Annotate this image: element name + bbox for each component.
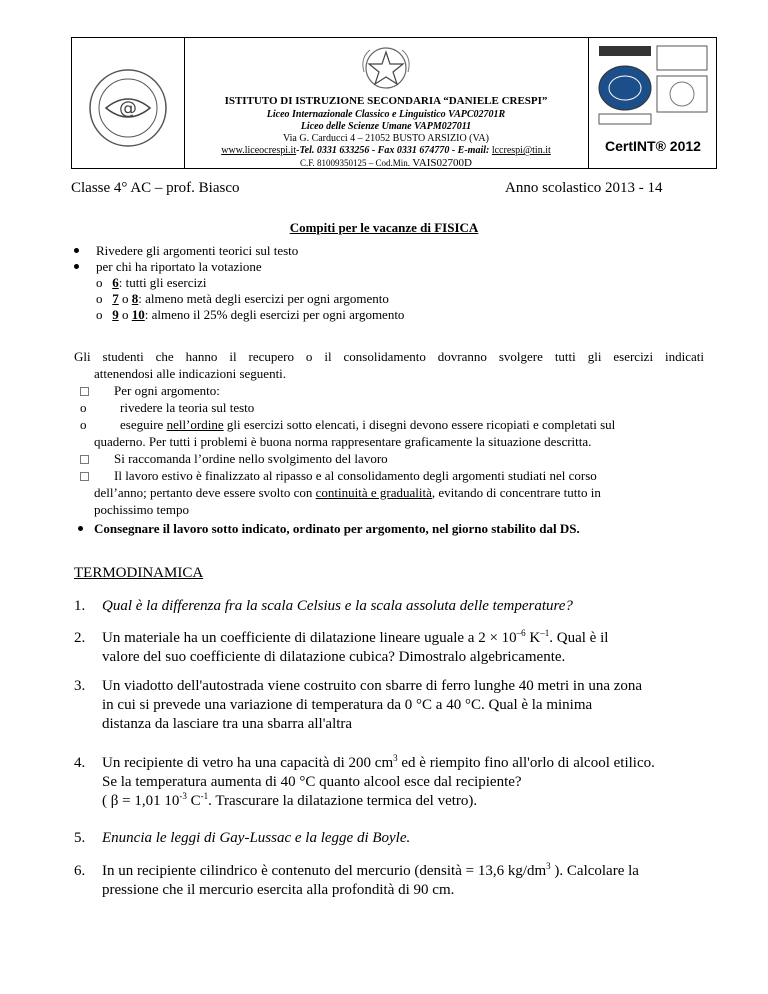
school-logo-cell (72, 38, 185, 168)
q2a: Un materiale ha un coefficiente di dilatazione lineare uguale a 2 × 10 (102, 630, 517, 646)
question-6 (102, 862, 639, 881)
bullet-icon (74, 264, 79, 269)
ordine-text: Si raccomanda l’ordine nello svolgimento del lavoro (114, 451, 388, 466)
question-number: 2. (74, 630, 86, 646)
question-3-line-2: in cui si prevede una variazione di temperatura da 0 °C a 40 °C. Qual è la minima (102, 697, 593, 713)
checkbox-icon (80, 455, 89, 464)
page-title: Compiti per le vacanze di FISICA (289, 220, 479, 235)
o-row-2 (74, 416, 704, 433)
question-2-line-2: valore del suo coefficiente di dilatazione cubica? Dimostralo algebricamente. (102, 649, 566, 665)
school-info (184, 38, 588, 168)
class-info: Classe 4° AC – prof. Biasco (71, 180, 240, 196)
question-number: 6. (74, 863, 86, 879)
cod-min: VAIS02700D (412, 157, 472, 169)
o2a: eseguire (120, 417, 167, 432)
phone-fax: -Tel. 0331 633256 - Fax 0331 674770 - E-mail: (296, 145, 492, 156)
bullet-review: Rivedere gli argomenti teorici sul testo (96, 243, 299, 258)
q4-exp: 3 (393, 753, 398, 763)
school-logo-icon (72, 38, 184, 168)
q4b: ed è riempito fino all'orlo di alcool etilico. (397, 755, 655, 771)
o-text-2 (120, 416, 615, 433)
liceo-line-2: Liceo delle Scienze Umane VAPM027011 (300, 121, 472, 132)
q4d: ( β = 1,01 10 (102, 793, 180, 809)
q2-exp: –1 (540, 628, 550, 638)
per-ogni-label: Per ogni argomento: (114, 383, 220, 398)
grade-7: 7 (112, 291, 119, 306)
checkbox-icon (80, 387, 89, 396)
question-number: 5. (74, 830, 86, 846)
letterhead (71, 37, 717, 169)
grade-8: 8 (131, 291, 139, 306)
certification-badges-icon (597, 44, 711, 126)
sub-text: o (118, 307, 132, 322)
grade-9: 9 (112, 307, 119, 322)
o-row-1 (74, 399, 704, 416)
estivo-text-1: Il lavoro estivo è finalizzato al ripasso e al consolidamento degli argomenti studiati nel corso (114, 468, 597, 483)
sub-text: : almeno il 25% degli esercizi per ogni argomento (144, 307, 405, 322)
cf-label: C.F. 81009350125 – Cod.Min. (300, 158, 413, 168)
estivo-row (74, 467, 704, 484)
school-name: ISTITUTO DI ISTRUZIONE SECONDARIA “DANIELE CRESPI” (224, 95, 548, 107)
ordine-row (74, 450, 704, 467)
intro-line-2: attenendosi alle indicazioni seguenti. (94, 366, 287, 381)
per-ogni-row (74, 382, 704, 399)
question-4 (102, 754, 655, 773)
q2c: . Qual è il (549, 630, 609, 646)
section-heading: TERMODINAMICA (74, 565, 204, 581)
o-text-2b: quaderno. Per tutti i problemi è buona norma rappresentare graficamente la situazione descritta. (94, 434, 592, 449)
sub-text: o (118, 291, 132, 306)
school-year: Anno scolastico 2013 - 14 (505, 180, 663, 196)
bullet-grade: per chi ha riportato la votazione (96, 259, 262, 274)
svg-text:@: @ (119, 98, 137, 119)
fiscal-code (184, 157, 588, 169)
grade-10: 10 (131, 307, 145, 322)
q6a: In un recipiente cilindrico è contenuto del mercurio (densità = 13,6 kg/dm (102, 863, 547, 879)
estivo2b: , evitando di concentrare tutto in (431, 485, 601, 500)
o-bullet: o (80, 400, 87, 415)
q4e: C (186, 793, 201, 809)
q4f: . Trascurare la dilatazione termica del vetro). (208, 793, 478, 809)
checkbox-icon (80, 472, 89, 481)
o2b: gli esercizi sotto elencati, i disegni devono essere ricopiati e completati sul (223, 417, 616, 432)
emblem-icon (356, 42, 416, 92)
o2u: nell’ordine (166, 417, 224, 432)
estivo-text-3: pochissimo tempo (94, 502, 189, 517)
question-5: Enuncia le leggi di Gay-Lussac e la legge di Boyle. (102, 830, 411, 846)
estivo-text-2 (74, 484, 704, 501)
q4-exp: -3 (179, 791, 187, 801)
certification-cell (588, 38, 717, 168)
intro-line-1: Gli studenti che hanno il recupero o il consolidamento dovranno svolgere tutti gli esercizi indicati (74, 349, 704, 364)
address: Via G. Carducci 4 – 21052 BUSTO ARSIZIO (VA) (283, 133, 489, 144)
o-text-1: rivedere la teoria sul testo (120, 400, 255, 415)
grade-6: 6 (112, 275, 119, 290)
o-bullet: o (80, 417, 87, 432)
sub-item-9-10: o 9 o 10: almeno il 25% degli esercizi per ogni argomento (96, 307, 405, 322)
cert-label: CertINT® 2012 (605, 138, 701, 154)
estivo2u: continuità e gradualità (315, 485, 432, 500)
instructions (74, 348, 704, 538)
bullet-icon (78, 526, 83, 531)
consegna-text: Consegnare il lavoro sotto indicato, ordinato per argomento, nel giorno stabilito dal DS. (94, 521, 580, 536)
website-link[interactable]: www.liceocrespi.it (221, 145, 297, 156)
sub-text: : tutti gli esercizi (118, 275, 207, 290)
question-1: Qual è la differenza fra la scala Celsius e la scala assoluta delle temperature? (102, 598, 573, 614)
bullet-icon (74, 248, 79, 253)
question-number: 3. (74, 678, 86, 694)
question-4-line-3 (102, 792, 477, 811)
email-link[interactable]: lccrespi@tin.it (491, 145, 551, 156)
liceo-line-1: Liceo Internazionale Classico e Linguistico VAPC02701R (266, 109, 506, 120)
question-2 (102, 629, 608, 648)
sub-item-7-8: o 7 o 8: almeno metà degli esercizi per ogni argomento (96, 291, 389, 306)
q2-exp: –6 (516, 628, 526, 638)
question-number: 1. (74, 598, 86, 614)
q2b: K (525, 630, 541, 646)
contacts (184, 145, 588, 156)
question-6-line-2: pressione che il mercurio esercita alla profondità di 90 cm. (102, 882, 455, 898)
q4a: Un recipiente di vetro ha una capacità di 200 cm (102, 755, 394, 771)
question-4-line-2: Se la temperatura aumenta di 40 °C quanto alcool esce dal recipiente? (102, 774, 522, 790)
consegna-row (74, 520, 704, 538)
question-3-line-3: distanza da lasciare tra una sbarra all'altra (102, 716, 353, 732)
sub-item-6: o 6: tutti gli esercizi (96, 275, 207, 290)
q6b: ). Calcolare la (550, 863, 639, 879)
question-number: 4. (74, 755, 86, 771)
q4-exp: -1 (200, 791, 209, 801)
estivo2a: dell’anno; pertanto deve essere svolto con (94, 485, 316, 500)
sub-text: : almeno metà degli esercizi per ogni argomento (138, 291, 389, 306)
q6-exp: 3 (546, 861, 551, 871)
question-3: Un viadotto dell'autostrada viene costruito con sbarre di ferro lunghe 40 metri in una zona (102, 678, 643, 694)
